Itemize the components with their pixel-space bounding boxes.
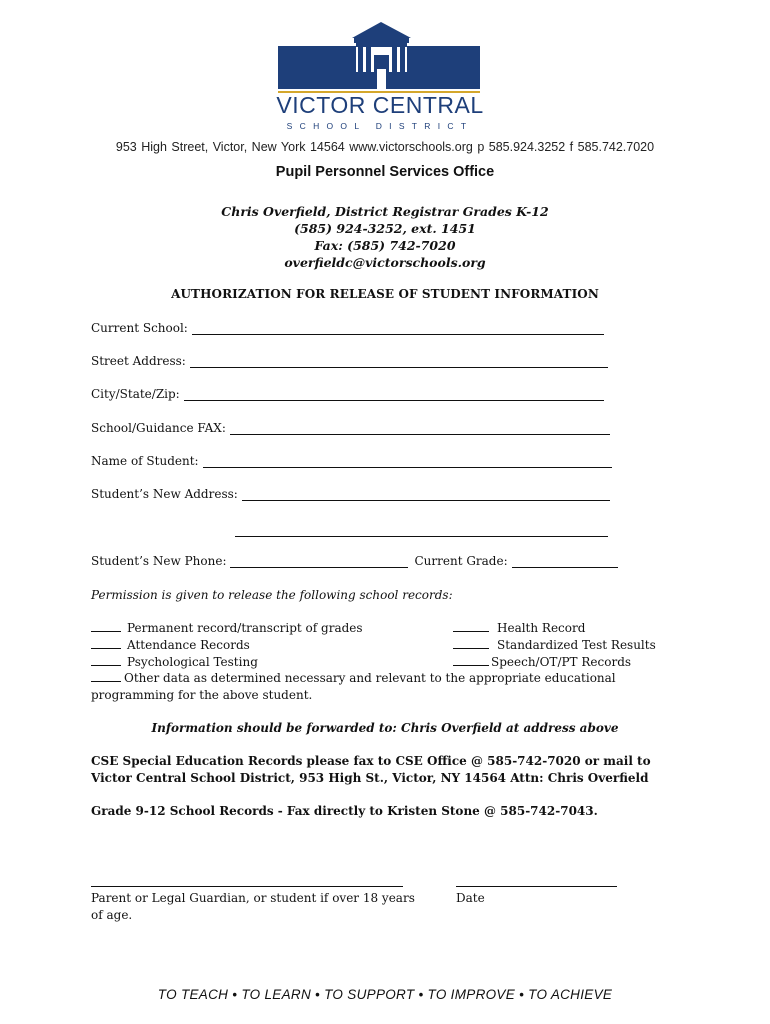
student-name-field[interactable] bbox=[91, 454, 612, 468]
checkbox-line[interactable] bbox=[453, 621, 489, 632]
forward-note: Information should be forwarded to: Chris Overfield at address above bbox=[151, 721, 619, 735]
record-label: Psychological Testing bbox=[127, 655, 258, 669]
new-address-field[interactable] bbox=[91, 487, 610, 501]
checkbox-line[interactable] bbox=[91, 655, 121, 666]
checkbox-line[interactable] bbox=[453, 655, 489, 666]
new-address-second-line[interactable] bbox=[235, 525, 608, 537]
record-option-health[interactable] bbox=[453, 621, 585, 635]
record-option-standardized[interactable] bbox=[453, 638, 656, 652]
record-option-speech[interactable] bbox=[453, 655, 631, 669]
record-label: Permanent record/transcript of grades bbox=[127, 621, 363, 635]
current-school-label: Current School: bbox=[91, 321, 188, 335]
city-state-zip-input-line[interactable] bbox=[184, 389, 604, 401]
checkbox-line[interactable] bbox=[91, 638, 121, 649]
logo-subtitle: SCHOOL DISTRICT bbox=[286, 121, 474, 131]
city-state-zip-label: City/State/Zip: bbox=[91, 387, 180, 401]
new-phone-field[interactable] bbox=[91, 554, 618, 568]
record-option-other[interactable] bbox=[91, 671, 616, 685]
current-school-field[interactable] bbox=[91, 321, 604, 335]
date-signature-line[interactable] bbox=[456, 885, 617, 887]
school-fax-label: School/Guidance FAX: bbox=[91, 421, 226, 435]
guardian-signature-line[interactable] bbox=[91, 885, 403, 887]
record-label: Other data as determined necessary and relevant to the appropriate educational bbox=[124, 671, 616, 685]
street-address-field[interactable] bbox=[91, 354, 608, 368]
logo-wordmark: VICTOR CENTRAL bbox=[276, 92, 484, 118]
cse-note-line-2: Victor Central School District, 953 High St., Victor, NY 14564 Attn: Chris Overfield bbox=[91, 771, 649, 785]
new-address-input-line[interactable] bbox=[242, 489, 610, 501]
grade-9-12-note: Grade 9-12 School Records - Fax directly to Kristen Stone @ 585-742-7043. bbox=[91, 804, 598, 818]
form-title: AUTHORIZATION FOR RELEASE OF STUDENT INFORMATION bbox=[171, 287, 599, 301]
registrar-phone: (585) 924-3252, ext. 1451 bbox=[294, 221, 476, 236]
city-state-zip-field[interactable] bbox=[91, 387, 604, 401]
record-label: Standardized Test Results bbox=[497, 638, 656, 652]
cse-note-line-1: CSE Special Education Records please fax to CSE Office @ 585-742-7020 or mail to bbox=[91, 754, 651, 768]
office-heading: Pupil Personnel Services Office bbox=[275, 164, 495, 180]
district-motto: TO TEACH • TO LEARN • TO SUPPORT • TO IMPROVE • TO ACHIEVE bbox=[157, 987, 613, 1002]
street-address-input-line[interactable] bbox=[190, 356, 608, 368]
school-fax-field[interactable] bbox=[91, 421, 610, 435]
current-grade-input-line[interactable] bbox=[512, 556, 618, 568]
record-option-permanent[interactable] bbox=[91, 621, 363, 635]
registrar-fax: Fax: (585) 742-7020 bbox=[314, 238, 456, 253]
guardian-signature-label: Parent or Legal Guardian, or student if over 18 years bbox=[91, 891, 415, 905]
record-label: Speech/OT/PT Records bbox=[491, 655, 632, 669]
street-address-label: Street Address: bbox=[91, 354, 186, 368]
school-fax-input-line[interactable] bbox=[230, 423, 610, 435]
current-grade-label: Current Grade: bbox=[414, 554, 508, 568]
registrar-email: overfieldc@victorschools.org bbox=[284, 255, 486, 270]
student-name-label: Name of Student: bbox=[91, 454, 199, 468]
date-label: Date bbox=[456, 891, 485, 905]
record-other-continued: programming for the above student. bbox=[91, 688, 313, 702]
current-school-input-line[interactable] bbox=[192, 323, 604, 335]
checkbox-line[interactable] bbox=[91, 621, 121, 632]
district-contact-line: 953 High Street, Victor, New York 14564 www.victorschools.org p 585.924.3252 f 585.742.7020 bbox=[115, 140, 655, 154]
new-address-label: Student’s New Address: bbox=[91, 487, 238, 501]
checkbox-line[interactable] bbox=[91, 671, 121, 682]
new-phone-input-line[interactable] bbox=[230, 556, 408, 568]
new-phone-label: Student’s New Phone: bbox=[91, 554, 227, 568]
record-label: Health Record bbox=[497, 621, 586, 635]
checkbox-line[interactable] bbox=[453, 638, 489, 649]
record-label: Attendance Records bbox=[127, 638, 250, 652]
record-option-attendance[interactable] bbox=[91, 638, 250, 652]
records-intro: Permission is given to release the following school records: bbox=[91, 588, 453, 602]
record-option-psychological[interactable] bbox=[91, 655, 258, 669]
registrar-name: Chris Overfield, District Registrar Grades K-12 bbox=[221, 204, 549, 219]
guardian-signature-label-continued: of age. bbox=[91, 908, 133, 922]
student-name-input-line[interactable] bbox=[203, 456, 612, 468]
